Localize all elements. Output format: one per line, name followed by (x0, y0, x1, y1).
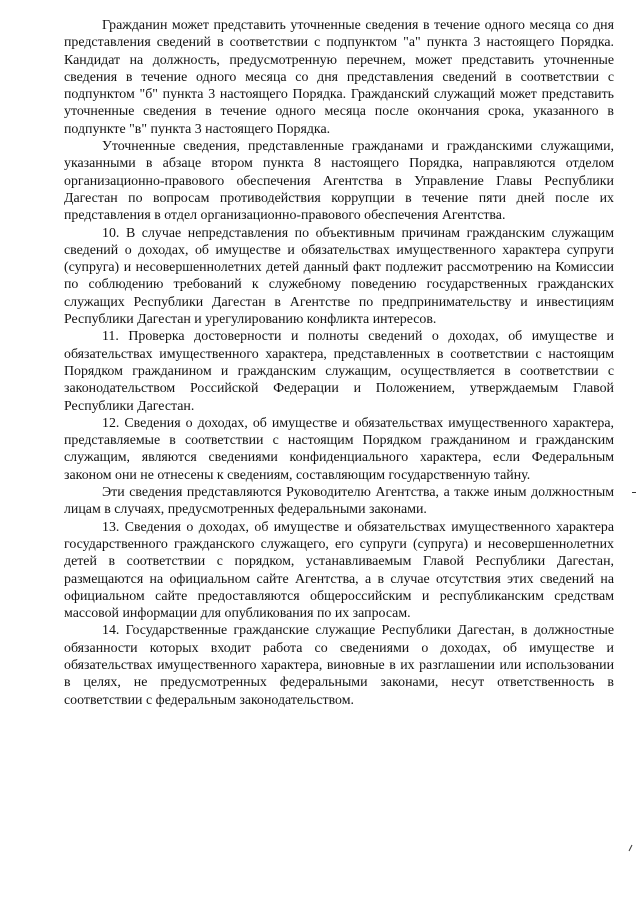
paragraph-14-otvetstvennost: 14. Государственные гражданские служащие Республики Дагестан, в должностные обязанности которых входит работа со сведениями о доходах, об имуществе и обязательствах имущественного характера, виновные в их разглашении или использовании в целях, не предусмотренных федеральными законами, несут ответственность в соответствии с федеральным законодательством. (64, 623, 614, 708)
document-body (64, 17, 614, 709)
scan-mark-bottom (628, 844, 634, 852)
scan-mark-right (632, 492, 636, 493)
paragraph-10-nepredstavlenie: 10. В случае непредставления по объективным причинам гражданским служащим сведений о доходах, об имуществе и обязательствах имущественного характера супруги (супруга) и несовершеннолетних детей данный факт подлежит рассмотрению на Комиссии по соблюдению требований к служебному поведению государственных гражданских служащих Республики Дагестан в Агентстве по предпринимательству и инвестициям Республики Дагестан и урегулированию конфликта интересов. (64, 225, 614, 328)
paragraph-uточнение-gражданин: Гражданин может представить уточненные сведения в течение одного месяца со дня представления сведений в соответствии с подпунктом "а" пункта 3 настоящего Порядка. Кандидат на должность, предусмотренную перечнем, может представить уточненные сведения в течение одного месяца со дня представления сведений в соответствии с подпунктом "б" пункта 3 настоящего Порядка. Гражданский служащий может представить уточненные сведения в течение одного месяца после окончания срока, указанного в подпункте "в" пункта 3 настоящего Порядка. (64, 18, 614, 137)
paragraph-13-razmeshchenie: 13. Сведения о доходах, об имуществе и обязательствах имущественного характера государственного гражданского служащего, его супруги (супруга) и несовершеннолетних детей в соответствии с порядком, устанавливаемым Главой Республики Дагестан, размещаются на официальном сайте Агентства, а в случае отсутствия этих сведений на официальном сайте предоставляются общероссийским и республиканским средствам массовой информации для опубликования по их запросам. (64, 519, 614, 622)
paragraph-utochnennye-svedeniya: Уточненные сведения, представленные гражданами и гражданскими служащими, указанными в абзаце втором пункта 8 настоящего Порядка, направляются отделом организационно-правового обеспечения Агентства в Управление Главы Республики Дагестан по вопросам противодействия коррупции в течение пяти дней после их представления в отдел организационно-правового обеспечения Агентства. (64, 139, 614, 224)
paragraph-11-proverka: 11. Проверка достоверности и полноты сведений о доходах, об имуществе и обязательствах имущественного характера, представленных в соответствии с настоящим Порядком гражданином и гражданским служащим, осуществляется в соответствии с законодательством Российской Федерации и Положением, утверждаемым Главой Республики Дагестан. (64, 329, 614, 414)
paragraph-12-predstavlenie-rukovoditelyu: Эти сведения представляются Руководителю Агентства, а также иным должностным лицам в случаях, предусмотренных федеральными законами. (64, 485, 614, 518)
paragraph-12-konfidentsialnost: 12. Сведения о доходах, об имуществе и обязательствах имущественного характера, представляемые в соответствии с настоящим Порядком гражданином и гражданским служащим, являются сведениями конфиденциального характера, если Федеральным законом они не отнесены к сведениям, составляющим государственную тайну. (64, 415, 614, 483)
